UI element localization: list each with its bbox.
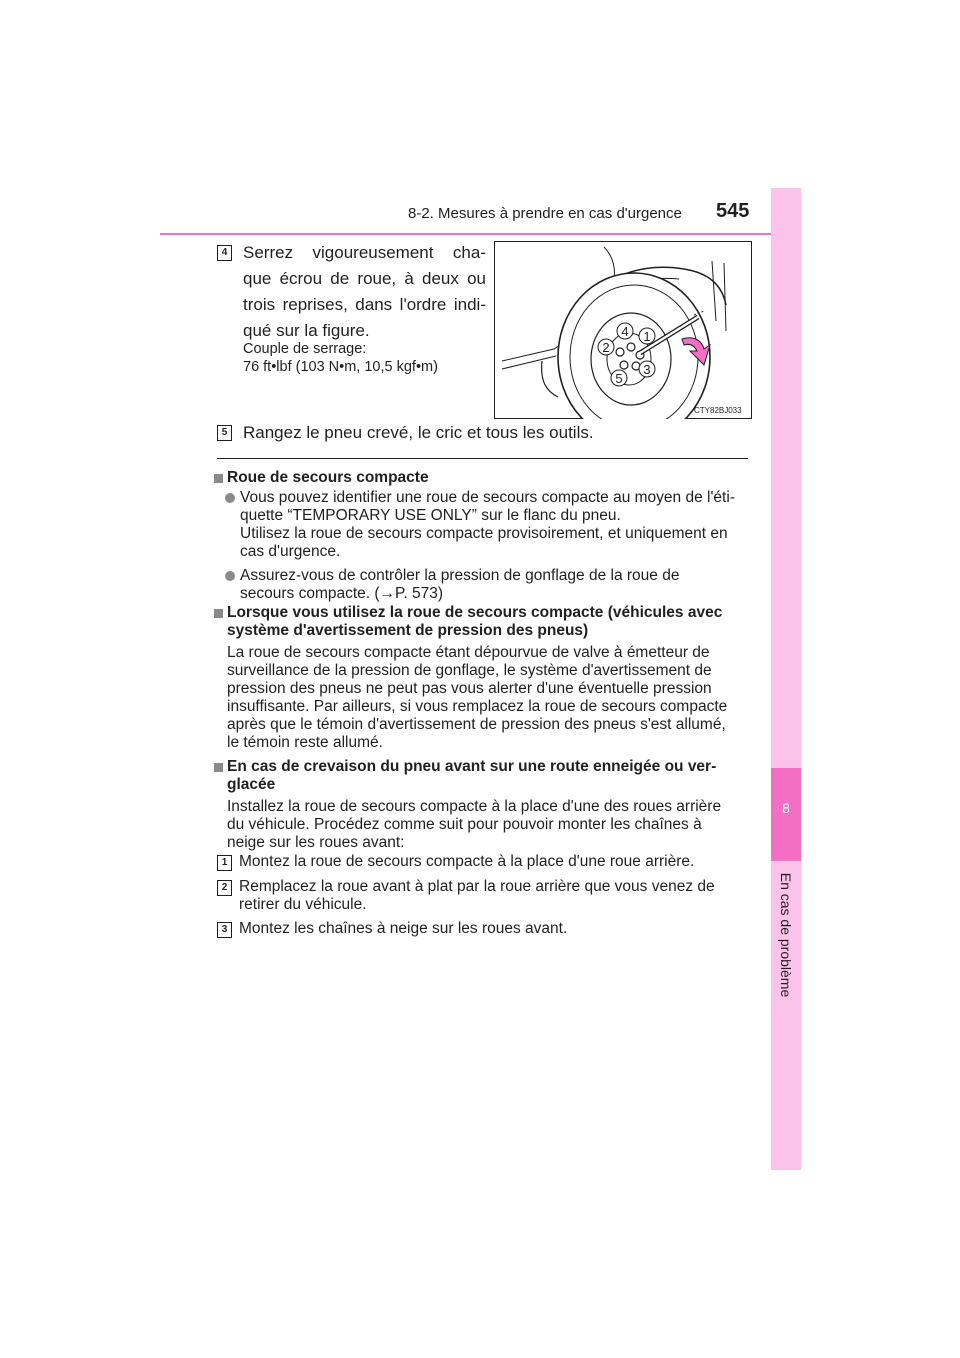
bullet-dot <box>225 571 235 581</box>
header-rule <box>160 233 800 235</box>
section-3-step-1 <box>239 853 749 871</box>
step-badge-3: 3 <box>217 922 232 938</box>
body-line: neige sur les roues avant: <box>227 834 405 851</box>
step-4-line: trois reprises, dans l'ordre indi- <box>243 295 486 314</box>
body-line: pression des pneus ne peut pas vous alerter d'une éventuelle pression <box>227 680 712 697</box>
nut-order-label: 5 <box>615 371 623 386</box>
section-3-heading <box>227 758 750 794</box>
body-line: La roue de secours compacte étant dépourvue de valve à émetteur de <box>227 644 710 661</box>
step-badge-5: 5 <box>217 425 232 441</box>
section-3-body <box>227 798 747 852</box>
step-4-text <box>243 240 486 344</box>
torque-label: Couple de serrage: <box>243 341 367 357</box>
wheel-lug-nut-icon <box>494 241 752 419</box>
section-marker-square <box>214 763 223 772</box>
nut-order-label: 4 <box>621 324 629 339</box>
bullet-line: cas d'urgence. <box>240 543 341 560</box>
step-badge-1: 1 <box>217 855 232 871</box>
step-4-line: qué sur la figure. <box>243 321 370 340</box>
body-line: après que le témoin d'avertissement de pression des pneus s'est allumé, <box>227 716 726 733</box>
chapter-number: 8 <box>782 800 790 816</box>
step-line: Montez la roue de secours compacte à la place d'une roue arrière. <box>239 853 695 870</box>
heading-line: Lorsque vous utilisez la roue de secours compacte (véhicules avec <box>227 604 723 621</box>
step-line: Remplacez la roue avant à plat par la roue arrière que vous venez de <box>239 878 715 895</box>
nut-order-label: 3 <box>643 362 651 377</box>
body-line: insuffisante. Par ailleurs, si vous remplacez la roue de secours compacte <box>227 698 728 715</box>
step-5-text: Rangez le pneu crevé, le cric et tous les outils. <box>243 423 594 442</box>
torque-value: 76 ft•lbf (103 N•m, 10,5 kgf•m) <box>243 359 438 375</box>
bullet-dot <box>225 493 235 503</box>
nut-order-label: 2 <box>602 340 610 355</box>
heading-line: En cas de crevaison du pneu avant sur une route enneigée ou ver- <box>227 758 717 775</box>
body-line: Installez la roue de secours compacte à la place d'une des roues arrière <box>227 798 722 815</box>
bullet-line: Assurez-vous de contrôler la pression de gonflage de la roue de <box>240 567 680 584</box>
section-1-heading: Roue de secours compacte <box>227 469 429 486</box>
body-line: du véhicule. Procédez comme suit pour pouvoir monter les chaînes à <box>227 816 702 833</box>
page-number: 545 <box>716 200 750 222</box>
bullet-line: quette “TEMPORARY USE ONLY” sur le flanc du pneu. <box>240 507 621 524</box>
step-4-line: que écrou de roue, à deux ou <box>243 269 486 288</box>
section-divider <box>217 458 748 459</box>
body-line: surveillance de la pression de gonflage, le système d'avertissement de <box>227 662 712 679</box>
nut-order-label: 1 <box>643 329 651 344</box>
section-1-bullet-1 <box>240 489 750 561</box>
section-marker-square <box>214 609 223 618</box>
step-badge-4: 4 <box>217 245 232 261</box>
section-3-step-2 <box>239 878 749 914</box>
section-marker-square <box>214 474 223 483</box>
step-4-line: Serrez vigoureusement cha- <box>243 243 486 262</box>
step-badge-2: 2 <box>217 880 232 896</box>
bullet-line: secours compacte. (→P. 573) <box>240 585 444 602</box>
wheel-figure <box>494 241 752 419</box>
heading-line: glacée <box>227 776 276 793</box>
section-3-step-3 <box>239 920 749 938</box>
section-2-body <box>227 644 747 752</box>
figure-code: CTY82BJ033 <box>694 406 742 415</box>
chapter-label: En cas de problème <box>778 872 794 998</box>
chapter-side-tab <box>771 188 801 1170</box>
bullet-line: Vous pouvez identifier une roue de secours compacte au moyen de l'éti- <box>240 489 735 506</box>
section-2-heading <box>227 604 750 640</box>
header-section-title: 8-2. Mesures à prendre en cas d'urgence <box>408 205 682 222</box>
step-line: retirer du véhicule. <box>239 896 367 913</box>
heading-line: système d'avertissement de pression des pneus) <box>227 622 589 639</box>
step-line: Montez les chaînes à neige sur les roues avant. <box>239 920 568 937</box>
section-1-bullet-2 <box>240 567 750 603</box>
torque-spec <box>243 340 488 376</box>
body-line: le témoin reste allumé. <box>227 734 383 751</box>
bullet-line: Utilisez la roue de secours compacte provisoirement, et uniquement en <box>240 525 728 542</box>
